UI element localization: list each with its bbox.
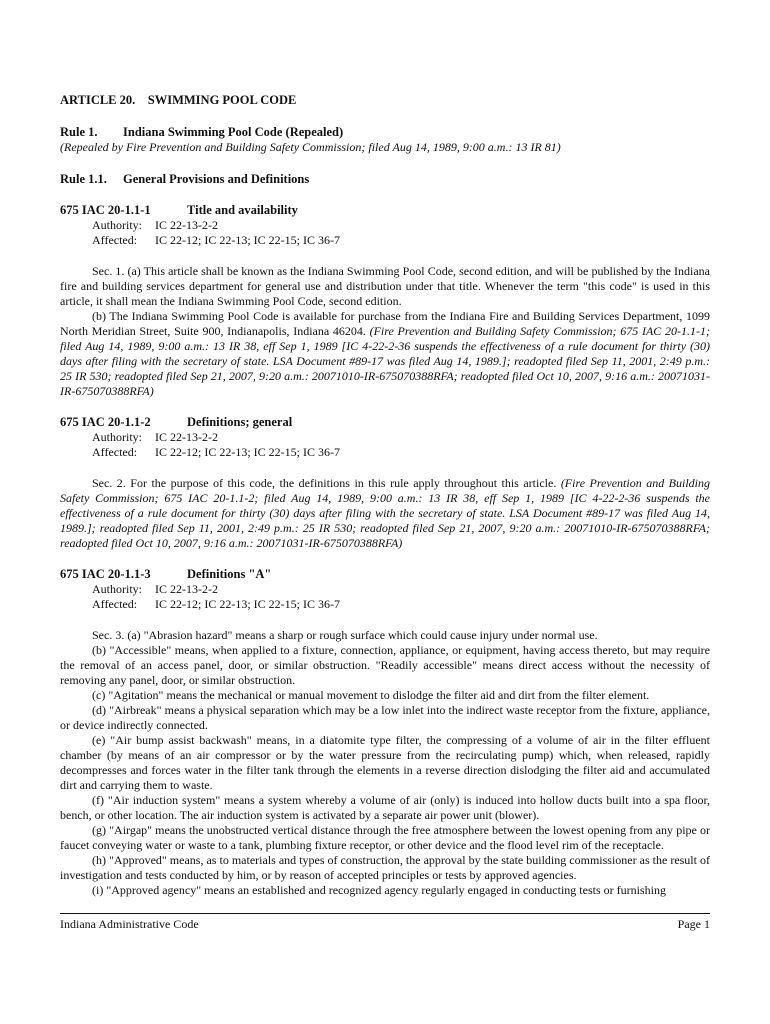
section-1-number: 675 IAC 20-1.1-1 [60, 203, 151, 217]
document-page [60, 93, 710, 898]
definition-b-accessible: (b) "Accessible" means, when applied to a fixture, connection, appliance, or equipment, having access thereto, but may require the removal of an access panel, door, or similar obstruction. "Readily accessible" means direct access without the necessity of removing any panel, door, or similar obstruction. [60, 643, 710, 687]
section-3-title: Definitions "A" [187, 567, 272, 581]
rule-1-heading [60, 125, 710, 140]
section-3-number: 675 IAC 20-1.1-3 [60, 567, 151, 581]
footer-page-number: Page 1 [677, 917, 710, 931]
section-1-affected: Affected: IC 22-12; IC 22-13; IC 22-15; IC 36-7 [92, 233, 340, 247]
section-2-number: 675 IAC 20-1.1-2 [60, 415, 151, 429]
section-3-affected: Affected: IC 22-12; IC 22-13; IC 22-15; IC 36-7 [92, 597, 340, 611]
definition-i-approved-agency: (i) "Approved agency" means an established and recognized agency regularly engaged in conducting tests or furnishing [92, 883, 666, 897]
definition-d-airbreak: (d) "Airbreak" means a physical separation which may be a low inlet into the indirect waste receptor from the fixture, appliance, or device indirectly connected. [60, 703, 710, 732]
section-2-affected: Affected: IC 22-12; IC 22-13; IC 22-15; IC 36-7 [92, 445, 340, 459]
section-1-paragraph-b: (b) The Indiana Swimming Pool Code is available for purchase from the Indiana Fire and Building Services Department, 1099 North Meridian Street, Suite 900, Indianapolis, Indiana 46204. (Fire Prevention and Building Safety Commission; 675 IAC 20-1.1-1; filed Aug 14, 1989, 9:00 a.m.: 13 IR 38, eff Sep 1, 1989 [IC 4-22-2-36 suspends the effectiveness of a rule document for thirty (30) days after filing with the secretary of state. LSA Document #89-17 was filed Aug 14, 1989.]; readopted filed Sep 11, 2001, 2:49 p.m.: 25 IR 530; readopted filed Sep 21, 2007, 9:20 a.m.: 20071010-IR-675070388RFA; readopted filed Oct 10, 2007, 9:16 a.m.: 20071031-IR-675070388RFA) [60, 309, 710, 398]
rule-1-number: Rule 1. [60, 125, 98, 139]
section-1-authority: Authority: IC 22-13-2-2 [92, 218, 218, 232]
definition-h-approved: (h) "Approved" means, as to materials and types of construction, the approval by the state building commissioner as the result of investigation and tests conducted by him, or by reason of accepted principles or tests by approved agencies. [60, 853, 710, 882]
section-2-history: (Fire Prevention and Building Safety Commission; 675 IAC 20-1.1-2; filed Aug 14, 1989, 9:00 a.m.: 13 IR 38, eff Sep 1, 1989 [IC 4-22-2-36 suspends the effectiveness of a rule document for thirty (30) days after filing with the secretary of state. LSA Document #89-17 was filed Aug 14, 1989.]; readopted filed Sep 11, 2001, 2:49 p.m.: 25 IR 530; readopted filed Sep 21, 2007, 9:20 a.m.: 20071010-IR-675070388RFA; readopted filed Oct 10, 2007, 9:16 a.m.: 20071031-IR-675070388RFA) [60, 476, 711, 550]
section-2-authority: Authority: IC 22-13-2-2 [92, 430, 218, 444]
definition-e-air-bump-assist-backwash: (e) "Air bump assist backwash" means, in a diatomite type filter, the compressing of a volume of air in the filter effluent chamber (by means of an air compressor or by the water pressure from the recirculating pump) which, when released, rapidly decompresses and forces water in the filter tank through the elements in a reverse direction dislodging the filter aid and accumulated dirt and carrying them to waste. [60, 733, 710, 792]
section-2-paragraph: Sec. 2. For the purpose of this code, the definitions in this rule apply throughout this article. (Fire Prevention and Building Safety Commission; 675 IAC 20-1.1-2; filed Aug 14, 1989, 9:00 a.m.: 13 IR 38, eff Sep 1, 1989 [IC 4-22-2-36 suspends the effectiveness of a rule document for thirty (30) days after filing with the secretary of state. LSA Document #89-17 was filed Aug 14, 1989.]; readopted filed Sep 11, 2001, 2:49 p.m.: 25 IR 530; readopted filed Sep 21, 2007, 9:20 a.m.: 20071010-IR-675070388RFA; readopted filed Oct 10, 2007, 9:16 a.m.: 20071031-IR-675070388RFA) [60, 476, 711, 550]
section-1-paragraph-a: Sec. 1. (a) This article shall be known as the Indiana Swimming Pool Code, second edition, and will be published by the Indiana fire and building services department for general use and distribution under that title. Whenever the term "this code" is used in this article, it shall mean the Indiana Swimming Pool Code, second edition. [60, 264, 710, 308]
section-2-heading [60, 415, 710, 430]
rule-1-title: Indiana Swimming Pool Code (Repealed) [123, 125, 344, 139]
section-3-heading [60, 567, 710, 582]
definition-g-airgap: (g) "Airgap" means the unobstructed vertical distance through the free atmosphere between the lowest opening from any pipe or faucet conveying water or waste to a tank, plumbing fixture receptor, or other device and the flood level rim of the receptacle. [60, 823, 710, 852]
section-1-heading [60, 203, 710, 218]
footer-publication-name: Indiana Administrative Code [60, 917, 199, 931]
rule-1-1-number: Rule 1.1. [60, 172, 107, 186]
section-1-history: (Fire Prevention and Building Safety Commission; 675 IAC 20-1.1-1; filed Aug 14, 1989, 9:00 a.m.: 13 IR 38, eff Sep 1, 1989 [IC 4-22-2-36 suspends the effectiveness of a rule document for thirty (30) days after filing with the secretary of state. LSA Document #89-17 was filed Aug 14, 1989.]; readopted filed Sep 11, 2001, 2:49 p.m.: 25 IR 530; readopted filed Sep 21, 2007, 9:20 a.m.: 20071010-IR-675070388RFA; readopted filed Oct 10, 2007, 9:16 a.m.: 20071031-IR-675070388RFA) [60, 324, 710, 398]
page-footer [60, 913, 710, 932]
article-title: ARTICLE 20. SWIMMING POOL CODE [60, 93, 297, 107]
section-2-title: Definitions; general [187, 415, 293, 429]
section-3-authority: Authority: IC 22-13-2-2 [92, 582, 218, 596]
rule-1-1-heading [60, 172, 710, 187]
section-1-title: Title and availability [187, 203, 298, 217]
rule-1-repeal-note: (Repealed by Fire Prevention and Building Safety Commission; filed Aug 14, 1989, 9:00 a.m.: 13 IR 81) [60, 140, 561, 154]
definition-f-air-induction-system: (f) "Air induction system" means a system whereby a volume of air (only) is induced into hollow ducts built into a spa floor, bench, or other location. The air induction system is activated by a separate air power unit (blower). [60, 793, 710, 822]
rule-1-1-title: General Provisions and Definitions [123, 172, 310, 186]
definition-c-agitation: (c) "Agitation" means the mechanical or manual movement to dislodge the filter aid and dirt from the filter element. [92, 688, 650, 702]
definition-a-abrasion-hazard: Sec. 3. (a) "Abrasion hazard" means a sharp or rough surface which could cause injury under normal use. [92, 628, 598, 642]
